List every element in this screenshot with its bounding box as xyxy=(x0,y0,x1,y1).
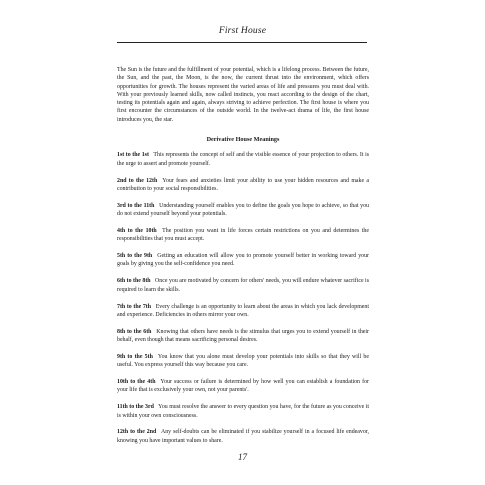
meaning-label: 5th to the 9th xyxy=(117,253,153,260)
meaning-item xyxy=(117,303,369,320)
meaning-item xyxy=(117,252,369,269)
meaning-label: 10th to the 4th xyxy=(117,379,156,386)
meaning-text: Your fears and anxieties limit your ability to use your hidden resources and make a contribution to your social responsibilities. xyxy=(117,177,369,192)
meaning-item xyxy=(117,151,369,168)
meaning-item xyxy=(117,328,369,345)
running-header: First House xyxy=(218,26,267,36)
page-body xyxy=(117,66,369,454)
meaning-label: 12th to the 2nd xyxy=(117,429,157,436)
meaning-label: 1st to the 1st xyxy=(117,152,149,159)
intro-paragraph: The Sun is the future and the fulfillment of your potential, which is a lifelong process. Between the future, the Sun, and the past, the Moon, is the now, the current thrust into the environment, which offers opportunities for growth. The houses represent the varied areas of life and pressures you must deal with. With your previously learned skills, now called instincts, you react according to the design of the chart, testing its potentials again and again, always striving to achieve perfection. The first house is where you first encounter the circumstances of the outside world. In the twelve-act drama of life, the first house introduces you, the star. xyxy=(117,67,369,123)
meaning-text: Knowing that others have needs is the stimulus that urges you to extend yourself in their behalf, even though that means sacrificing personal desires. xyxy=(117,328,369,343)
meaning-item xyxy=(117,177,369,194)
meaning-item xyxy=(117,428,369,445)
meaning-label: 4th to the 10th xyxy=(117,227,157,234)
meaning-label: 2nd to the 12th xyxy=(117,177,158,184)
meaning-item xyxy=(117,227,369,244)
meaning-text: You know that you alone must develop your potentials into skills so that they will be useful. You express yourself this way because you care. xyxy=(117,353,369,369)
meaning-item xyxy=(117,277,369,294)
meaning-item xyxy=(117,378,369,395)
meaning-item xyxy=(117,202,369,219)
meaning-text: This represents the concept of self and the visible essence of your projection to others. It is the urge to assert and promote yourself. xyxy=(117,152,369,167)
meaning-label: 3rd to the 11th xyxy=(117,202,155,209)
meaning-label: 9th to the 5th xyxy=(117,353,153,360)
page-number: 17 xyxy=(238,452,247,462)
meaning-text: Any self-doubts can be eliminated if you stabilize yourself in a focused life endeavor, knowing you have important values to share. xyxy=(117,429,369,444)
meaning-text: Your success or failure is determined by how well you can establish a foundation for your life that is exclusively your own, not your parents'. xyxy=(117,379,369,394)
meaning-label: 8th to the 6th xyxy=(117,328,152,335)
meaning-text: Once you are motivated by concern for others' needs, you will endure whatever sacrifice is required to learn the skills. xyxy=(117,278,369,293)
meaning-label: 7th to the 7th xyxy=(117,303,152,310)
meaning-text: Every challenge is an opportunity to learn about the areas in which you lack development and experience. Deficiencies in others mirror your own. xyxy=(117,303,369,318)
meaning-label: 11th to the 3rd xyxy=(117,404,154,411)
meaning-text: The position you want in life forces certain restrictions on you and determines the responsibilities that you must accept. xyxy=(117,227,369,243)
meaning-text: Understanding yourself enables you to define the goals you hope to achieve, so that you do not extend yourself beyond your potentials. xyxy=(117,202,369,218)
meaning-label: 6th to the 8th xyxy=(117,278,151,285)
header-rule xyxy=(117,42,367,43)
meaning-text: You must resolve the answer to every question you have, for the future as you conceive it is within your own consciousness. xyxy=(117,404,369,419)
meaning-item xyxy=(117,403,369,420)
meaning-item xyxy=(117,353,369,370)
section-heading: Derivative House Meanings xyxy=(206,136,280,144)
meaning-text: Getting an education will allow you to promote yourself better in working toward your goals by giving you the self-confidence you need. xyxy=(117,253,369,268)
